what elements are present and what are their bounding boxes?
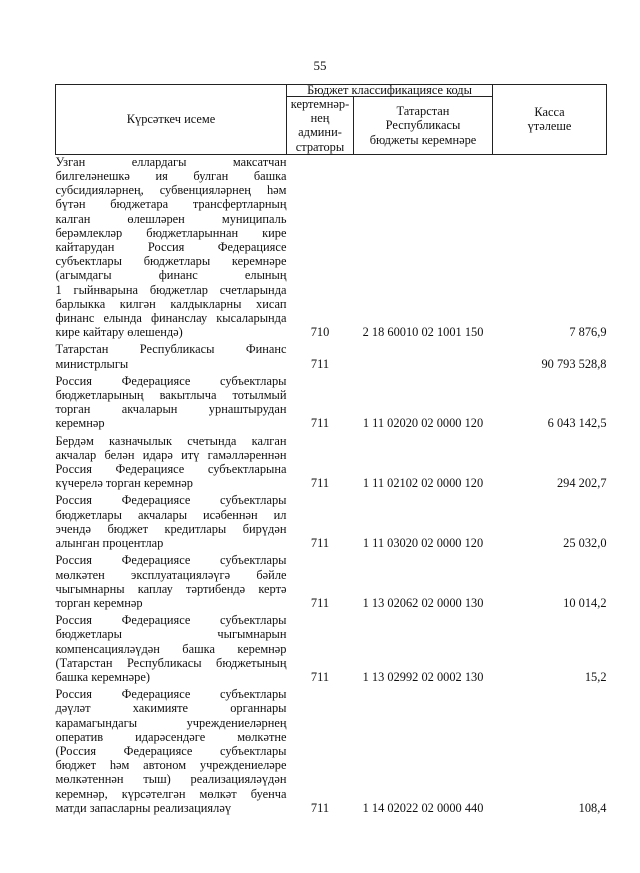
indicator-name-line: дәүләт хакимияте органнары [55, 701, 287, 716]
indicator-name-line: оператив идарәсендәге мөлкәтне [55, 729, 287, 744]
header-revenue-line: Республикасы [385, 118, 461, 133]
indicator-name-line: чыгымнарны каплау тәртибендә кертә [55, 581, 287, 596]
indicator-name-line: керемнәр, күрсәтелгән мөлкәт буенча [55, 786, 287, 801]
indicator-name-line: финанс елында финанслау кысаларында [55, 311, 287, 326]
indicator-name [56, 613, 287, 684]
budget-code: 2 18 60010 02 1001 150 [362, 325, 484, 340]
cash-amount: 10 014,2 [563, 595, 607, 610]
header-admin-line: нең [310, 111, 330, 126]
indicator-name-line: эчендә бюджет кредитлары бирүдән [55, 521, 287, 536]
indicator-name-line: (Татарстан Республикасы бюджетының [55, 655, 287, 670]
header-cash-line: Касса [534, 105, 565, 120]
indicator-name-line: калган өлешләрен муниципаль [55, 211, 287, 226]
cash-amount: 15,2 [584, 669, 607, 684]
indicator-name-line: компенсацияләүдән башка керемнәр [55, 641, 287, 656]
indicator-name-line: матди запасларны реализацияләү [55, 800, 232, 815]
administrator-code: 711 [310, 416, 330, 431]
indicator-name-line: Россия Федерациясе субъектлары [55, 687, 287, 702]
indicator-name-line: бюджет һәм автоном учреждениеләре [55, 758, 287, 773]
budget-code: 1 13 02992 02 0002 130 [362, 669, 484, 684]
table-body [56, 154, 607, 815]
indicator-name [56, 553, 287, 610]
administrator-code: 711 [310, 476, 330, 491]
table-row [56, 687, 607, 815]
indicator-name [56, 687, 287, 815]
cash-amount: 6 043 142,5 [547, 416, 607, 431]
administrator-code: 710 [310, 325, 330, 340]
header-budget-codes: Бюджет классификациясе коды [287, 85, 493, 97]
indicator-name [56, 342, 287, 370]
indicator-name-line: акчалар белән идарә итү гамәлләреннән [55, 447, 287, 462]
indicator-name-line: барлыкка килгән калдыкларны хисап [55, 296, 287, 311]
budget-code [354, 342, 493, 370]
header-revenue-line: Татарстан [396, 104, 450, 119]
budget-code: 1 14 02022 02 0000 440 [362, 800, 484, 815]
indicator-name-line: карамагындагы учреждениеләрнең [55, 715, 287, 730]
cash-amount: 294 202,7 [556, 476, 607, 491]
administrator-code: 711 [310, 536, 330, 551]
indicator-name-line: бюджетларының вакытлыча тотылмый [55, 388, 287, 403]
indicator-name-line: (агымдагы финанс елының [55, 268, 287, 283]
indicator-name-line: керемнәр [55, 416, 105, 431]
indicator-name-line: Россия Федерациясе субъектлары [55, 553, 287, 568]
indicator-name-line: торган акчаларын урнаштырудан [55, 402, 287, 417]
indicator-name-line: күчерелә торган керемнәр [55, 476, 193, 491]
indicator-name-line: Россия Федерациясе субъектлары [55, 613, 287, 628]
header-cash-line: үтәлеше [527, 119, 572, 134]
header-admin-line: админи- [298, 125, 342, 140]
budget-code: 1 11 02102 02 0000 120 [362, 476, 484, 491]
budget-code: 1 11 02020 02 0000 120 [362, 416, 484, 431]
indicator-name-line: берәмлекләр бюджетларыннан кире [55, 225, 287, 240]
indicator-name [56, 434, 287, 491]
indicator-name-line: кире кайтару өлешендә) [55, 325, 183, 340]
administrator-code: 711 [310, 356, 330, 371]
table-row [56, 374, 607, 431]
indicator-name-line: алынган процентлар [55, 536, 164, 551]
indicator-name [56, 493, 287, 550]
indicator-name-line: бүтән бюджетара трансфертларның [55, 197, 287, 212]
indicator-name-line: Узган еллардагы максатчан [55, 154, 287, 169]
cash-amount: 7 876,9 [569, 325, 607, 340]
header-revenue-line: бюджеты керемнәре [369, 132, 477, 147]
indicator-name-line: Россия Федерациясе субъектларына [55, 462, 287, 477]
indicator-name-line: Россия Федерациясе субъектлары [55, 373, 287, 388]
table-row [56, 342, 607, 370]
table-row [56, 613, 607, 684]
indicator-name-line: торган керемнәр [55, 595, 143, 610]
header-admin-line: страторы [295, 139, 345, 154]
indicator-name-line: 1 гыйнварына бюджетлар счетларында [55, 282, 287, 297]
indicator-name-line: билгеләнешкә ия булган башка [55, 169, 287, 184]
indicator-name-line: мөлкәтен эксплуатацияләүгә бәйле [55, 567, 287, 582]
indicator-name-line: бюджетлары чыгымнарын [55, 627, 287, 642]
budget-table [55, 84, 607, 815]
indicator-name-line: министрлыгы [55, 356, 129, 371]
header-indicator-name: Күрсәткеч исеме [56, 85, 287, 155]
indicator-name-line: (Россия Федерациясе субъектлары [55, 743, 287, 758]
table-row [56, 553, 607, 610]
indicator-name [56, 154, 287, 339]
cash-amount: 90 793 528,8 [541, 356, 607, 371]
indicator-name-line: Россия Федерациясе субъектлары [55, 493, 287, 508]
indicator-name-line: башка керемнәре) [55, 669, 150, 684]
header-revenue-administrators [287, 97, 354, 155]
header-cash-execution [493, 85, 607, 155]
administrator-code: 711 [310, 800, 330, 815]
page-number: 55 [313, 58, 327, 73]
budget-code: 1 11 03020 02 0000 120 [362, 536, 484, 551]
table-row [56, 493, 607, 550]
header-admin-line: кертемнәр- [290, 97, 350, 111]
indicator-name-line: субъектлары бюджетлары керемнәре [55, 254, 287, 269]
indicator-name-line: бюджетлары акчалары исәбеннән ил [55, 507, 287, 522]
cash-amount: 25 032,0 [563, 536, 607, 551]
table-row [56, 434, 607, 491]
header-republic-revenues [354, 97, 493, 155]
indicator-name-line: кайтарудан Россия Федерациясе [55, 240, 287, 255]
table-row [56, 154, 607, 339]
indicator-name-line: мөлкәтеннән тыш) реализацияләүдән [55, 772, 287, 787]
indicator-name-line: Бердәм казначылык счетында калган [55, 433, 287, 448]
budget-code: 1 13 02062 02 0000 130 [362, 595, 484, 610]
indicator-name-line: субсидияләрнең, субвенцияләрнең һәм [55, 183, 287, 198]
cash-amount: 108,4 [578, 800, 607, 815]
indicator-name [56, 374, 287, 431]
indicator-name-line: Татарстан Республикасы Финанс [55, 342, 287, 357]
administrator-code: 711 [310, 669, 330, 684]
administrator-code: 711 [310, 595, 330, 610]
